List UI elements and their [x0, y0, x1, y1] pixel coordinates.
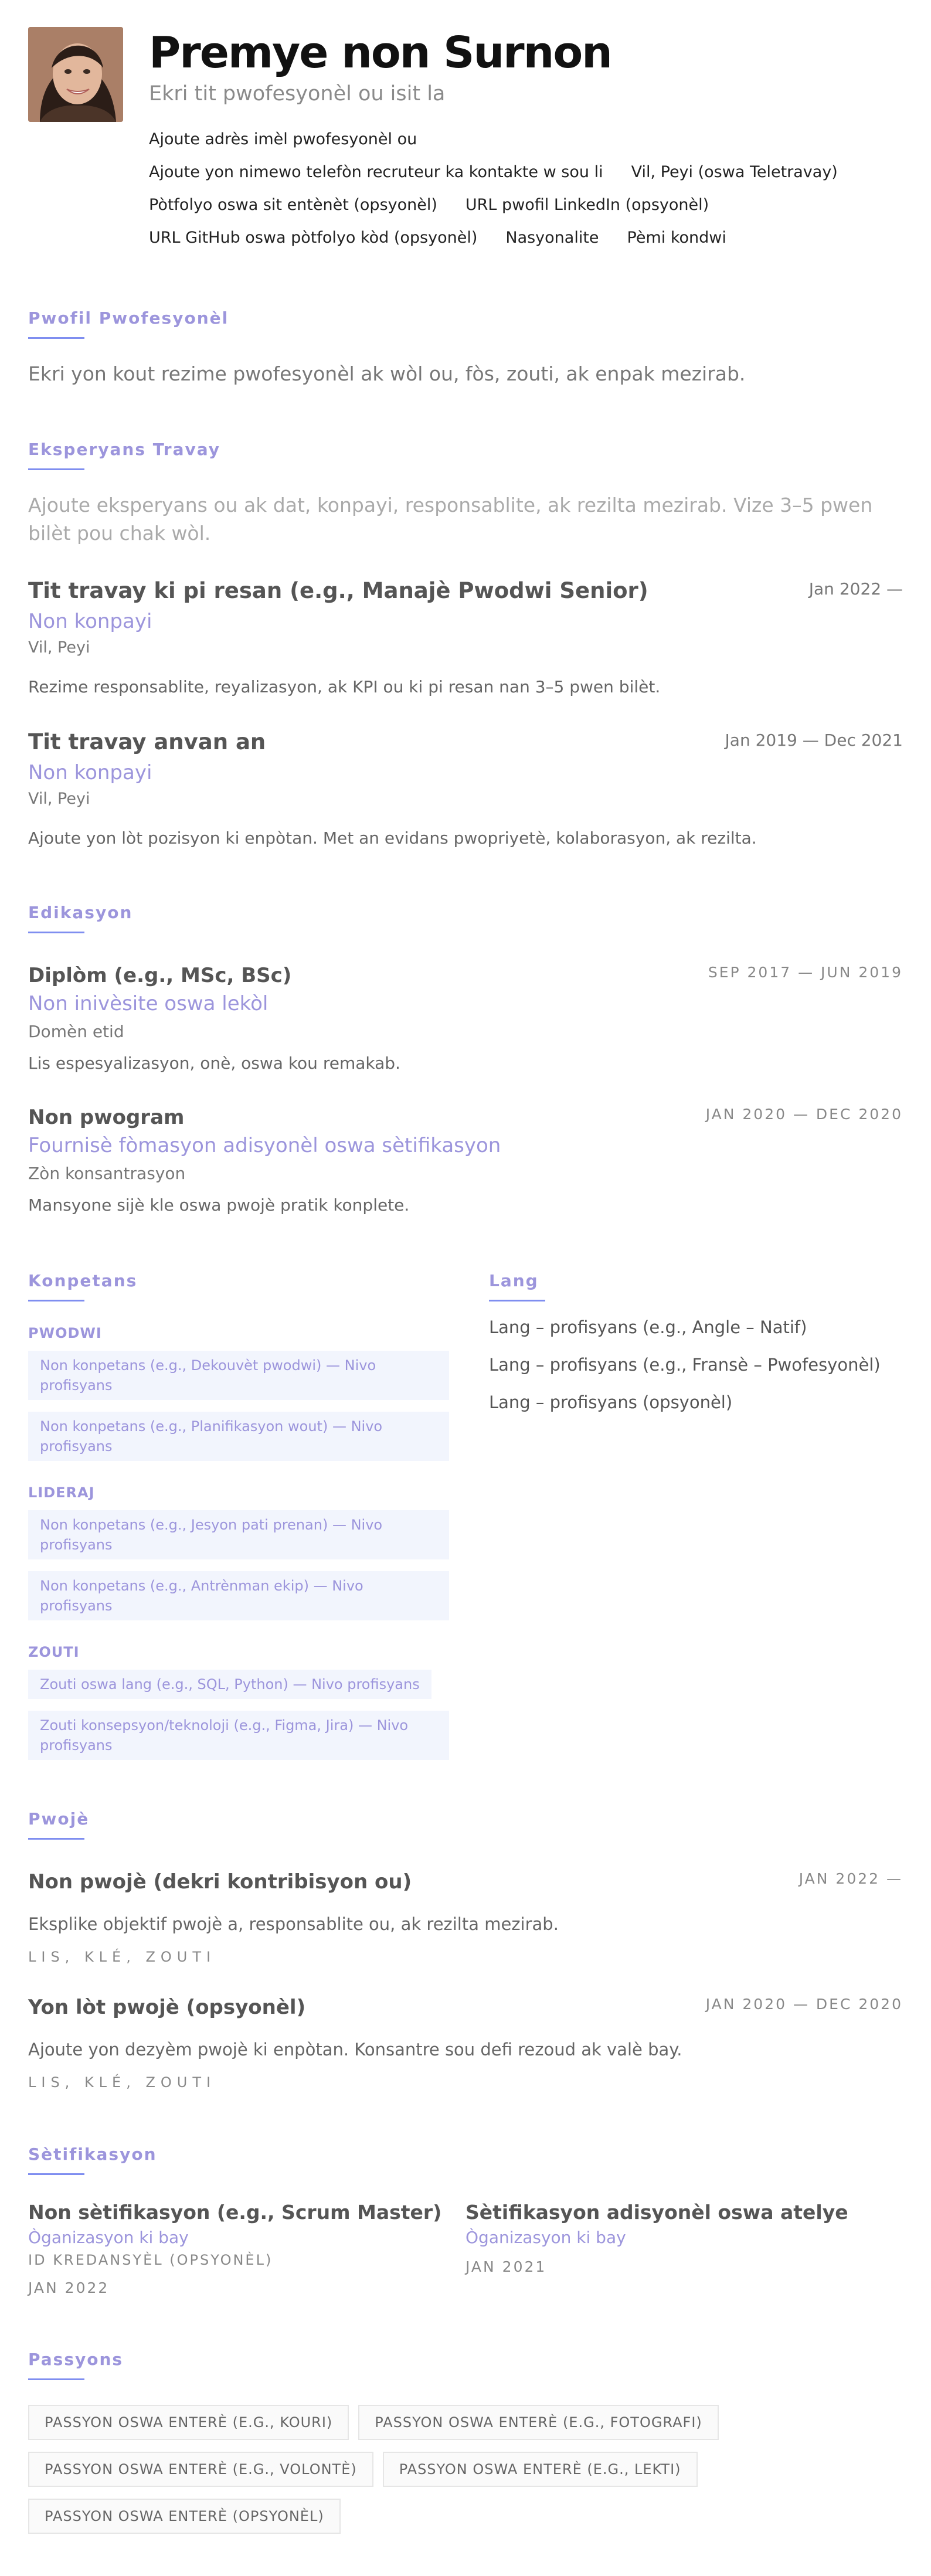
job-description: Rezime responsablite, reyalizasyon, ak KPI ou ki pi resan nan 3–5 pwen bilèt.: [28, 677, 661, 696]
school-name: Fournisè fòmasyon adisyonèl oswa sètifikasyon: [28, 1134, 501, 1157]
section-divider: [28, 1838, 84, 1840]
project-title: Non pwojè (dekri kontribisyon ou): [28, 1870, 412, 1894]
professional-title: Ekri tit pwofesyonèl ou isit la: [149, 82, 446, 106]
certification-issuer: Òganizasyon ki bay: [466, 2228, 626, 2247]
project-date: JAN 2020 — DEC 2020: [705, 1996, 903, 2013]
field-of-study: Zòn konsantrasyon: [28, 1164, 186, 1183]
field-of-study: Domèn etid: [28, 1022, 124, 1041]
language-item: Lang – profisyans (e.g., Angle – Natif): [489, 1317, 807, 1337]
job-title: Tit travay ki pi resan (e.g., Manajè Pwodwi Senior): [28, 578, 648, 603]
company-name: Non konpayi: [28, 761, 152, 784]
section-title-certifications: Sètifikasyon: [28, 2145, 157, 2164]
section-title-skills: Konpetans: [28, 1271, 138, 1290]
contact-list: [149, 123, 911, 254]
section-divider: [28, 2173, 84, 2175]
project-description: Ajoute yon dezyèm pwojè ki enpòtan. Konsantre sou defi rezoud ak valè bay.: [28, 2040, 682, 2060]
profile-summary: Ekri yon kout rezime pwofesyonèl ak wòl ou, fòs, zouti, ak enpak mezirab.: [28, 362, 746, 385]
skill-group-title: LIDERAJ: [28, 1484, 95, 1501]
project-entry: [28, 1994, 903, 2091]
project-tech-list: LIS, KLÉ, ZOUTI: [28, 1949, 216, 1965]
contact-driving-license: Pèmi kondwi: [627, 229, 726, 247]
section-title-languages: Lang: [489, 1271, 539, 1290]
education-section: [28, 903, 903, 1217]
section-divider: [489, 1300, 545, 1301]
section-divider: [28, 1300, 84, 1301]
education-description: Lis espesyalizasyon, onè, oswa kou remakab.: [28, 1053, 400, 1073]
education-entry: [28, 1105, 903, 1217]
skill-tag: Zouti konsepsyon/teknoloji (e.g., Figma, Jira) — Nivo profisyans: [28, 1711, 449, 1760]
section-title-passions: Passyons: [28, 2350, 124, 2369]
section-title-education: Edikasyon: [28, 903, 133, 922]
job-title: Tit travay anvan an: [28, 729, 266, 755]
job-date: Jan 2019 — Dec 2021: [725, 730, 903, 750]
section-title-profile: Pwofil Pwofesyonèl: [28, 308, 229, 328]
contact-location: Vil, Peyi (oswa Teletravay): [631, 163, 838, 181]
certification-id: ID KREDANSYÈL (OPSYONÈL): [28, 2252, 273, 2268]
certifications-section: [28, 2145, 903, 2298]
certification-date: JAN 2022: [28, 2279, 110, 2296]
profile-photo: [28, 27, 123, 122]
contact-phone[interactable]: Ajoute yon nimewo telefòn recruteur ka kontakte w sou li: [149, 163, 603, 181]
language-item: Lang – profisyans (e.g., Fransè – Pwofesyonèl): [489, 1355, 881, 1375]
resume-header: [28, 27, 903, 254]
project-title: Yon lòt pwojè (opsyonèl): [28, 1996, 306, 2019]
job-date: Jan 2022 —: [808, 579, 903, 599]
passions-section: [28, 2350, 903, 2546]
skill-tag: Non konpetans (e.g., Jesyon pati prenan) — Nivo profisyans: [28, 1510, 449, 1559]
certification-date: JAN 2021: [466, 2258, 547, 2275]
education-date: JAN 2020 — DEC 2020: [705, 1106, 903, 1123]
job-location: Vil, Peyi: [28, 638, 90, 657]
section-title-projects: Pwojè: [28, 1809, 90, 1829]
skills-languages-row: [28, 1271, 903, 1772]
project-description: Eksplike objektif pwojè a, responsablite ou, ak rezilta mezirab.: [28, 1914, 559, 1934]
section-divider: [28, 468, 84, 470]
experience-entry: [28, 728, 903, 850]
experience-section: [28, 440, 903, 850]
language-item: Lang – profisyans (opsyonèl): [489, 1392, 733, 1412]
project-entry: [28, 1869, 903, 1965]
degree-title: Non pwogram: [28, 1106, 185, 1129]
skills-section: [28, 1271, 449, 1772]
projects-section: [28, 1809, 903, 2091]
contact-email[interactable]: Ajoute adrès imèl pwofesyonèl ou: [149, 130, 417, 148]
section-title-experience: Eksperyans Travay: [28, 440, 221, 459]
contact-portfolio[interactable]: Pòtfolyo oswa sit entènèt (opsyonèl): [149, 196, 437, 214]
skill-group-title: PWODWI: [28, 1325, 102, 1341]
avatar-image: [28, 27, 123, 122]
passion-tag: PASSYON OSWA ENTERÈ (E.G., KOURI): [28, 2405, 349, 2440]
skill-tag: Zouti oswa lang (e.g., SQL, Python) — Nivo profisyans: [28, 1670, 431, 1699]
certification-title: Non sètifikasyon (e.g., Scrum Master): [28, 2201, 442, 2224]
experience-intro: Ajoute eksperyans ou ak dat, konpayi, responsablite, ak rezilta mezirab. Vize 3–5 pwen bilèt pou chak wòl.: [28, 494, 873, 545]
section-divider: [28, 337, 84, 339]
passion-tag: PASSYON OSWA ENTERÈ (OPSYONÈL): [28, 2499, 341, 2534]
job-description: Ajoute yon lòt pozisyon ki enpòtan. Met an evidans pwopriyetè, kolaborasyon, ak rezilta.: [28, 828, 757, 848]
skill-tag: Non konpetans (e.g., Dekouvèt pwodwi) — Nivo profisyans: [28, 1351, 449, 1400]
skill-tag: Non konpetans (e.g., Planifikasyon wout) — Nivo profisyans: [28, 1412, 449, 1461]
profile-section: [28, 308, 903, 388]
skill-group-title: ZOUTI: [28, 1644, 80, 1660]
contact-nationality: Nasyonalite: [505, 229, 599, 247]
project-date: JAN 2022 —: [799, 1870, 903, 1887]
skill-tag: Non konpetans (e.g., Antrènman ekip) — Nivo profisyans: [28, 1571, 449, 1620]
languages-section: [489, 1271, 903, 1772]
job-location: Vil, Peyi: [28, 790, 90, 808]
full-name: Premye non Surnon: [149, 28, 611, 78]
education-date: SEP 2017 — JUN 2019: [708, 964, 903, 981]
contact-linkedin[interactable]: URL pwofil LinkedIn (opsyonèl): [465, 196, 709, 214]
certification-issuer: Òganizasyon ki bay: [28, 2228, 189, 2247]
degree-title: Diplòm (e.g., MSc, BSc): [28, 964, 292, 987]
contact-github[interactable]: URL GitHub oswa pòtfolyo kòd (opsyonèl): [149, 229, 478, 247]
certification-entry: [28, 2200, 466, 2298]
company-name: Non konpayi: [28, 610, 152, 633]
experience-entry: [28, 577, 903, 699]
education-entry: [28, 963, 903, 1075]
school-name: Non inivèsite oswa lekòl: [28, 992, 269, 1015]
certification-title: Sètifikasyon adisyonèl oswa atelye: [466, 2201, 848, 2224]
passion-tag: PASSYON OSWA ENTERÈ (E.G., LEKTI): [383, 2452, 698, 2487]
section-divider: [28, 932, 84, 933]
certification-entry: [466, 2200, 903, 2298]
section-divider: [28, 2378, 84, 2380]
education-description: Mansyone sijè kle oswa pwojè pratik konplete.: [28, 1195, 410, 1215]
passion-tag: PASSYON OSWA ENTERÈ (E.G., FOTOGRAFI): [358, 2405, 719, 2440]
project-tech-list: LIS, KLÉ, ZOUTI: [28, 2074, 216, 2091]
passion-tag: PASSYON OSWA ENTERÈ (E.G., VOLONTÈ): [28, 2452, 373, 2487]
